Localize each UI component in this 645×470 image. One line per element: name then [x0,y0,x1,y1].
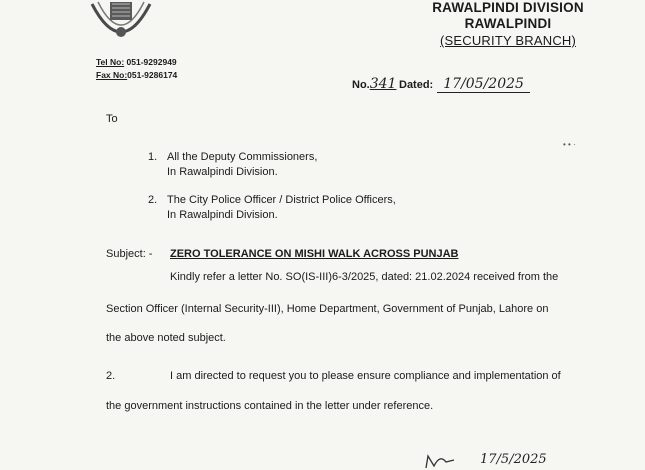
scan-mark: • • · [563,140,576,149]
paragraph2-line1: I am directed to request you to please ensure compliance and implementation of [170,370,561,382]
fax-label: Fax No: [96,70,128,80]
paragraph2-line2: the government instructions contained in the letter under reference. [106,400,434,412]
paragraph1-line2: Section Officer (Internal Security-III), Home Department, Government of Punjab, Lahore on [106,303,549,315]
telephone-line [96,57,177,67]
no-label: No. [352,79,370,91]
to-label: To [106,113,118,125]
reference-date [399,76,530,93]
addressee-1-line2: In Rawalpindi Division. [167,166,278,178]
signature-date: 17/5/2025 [480,452,547,467]
paragraph1-line3: the above noted subject. [106,332,226,344]
subject-text: ZERO TOLERANCE ON MISHI WALK ACROSS PUNJAB [170,248,459,260]
header-division: RAWALPINDI DIVISION [432,0,584,15]
addressee-1-number: 1. [148,151,158,163]
paragraph1-line1: Kindly refer a letter No. SO(IS-III)6-3/2025, dated: 21.02.2024 received from the [170,271,559,283]
addressee-2-number: 2. [148,194,158,206]
subject-label: Subject: - [106,248,153,260]
header-city: RAWALPINDI [464,16,552,31]
reference-number [352,76,396,92]
addressee-2-line1: The City Police Officer / District Police Officers, [167,194,396,206]
header-branch [413,33,603,48]
addressee-1-line1: All the Deputy Commissioners, [167,151,318,163]
fax-line [96,70,177,80]
addressee-2-line2: In Rawalpindi Division. [167,209,278,221]
no-value: 341 [369,76,397,92]
tel-number: 051-9292949 [124,57,177,67]
tel-label: Tel No: [96,57,125,67]
paragraph2-number: 2. [106,370,116,382]
dated-value: 17/05/2025 [437,76,530,93]
government-emblem-logo [88,0,154,48]
dated-label: Dated: [399,79,434,91]
fax-number: 051-9286174 [127,70,178,80]
header-branch-text: (SECURITY BRANCH) [439,33,577,48]
